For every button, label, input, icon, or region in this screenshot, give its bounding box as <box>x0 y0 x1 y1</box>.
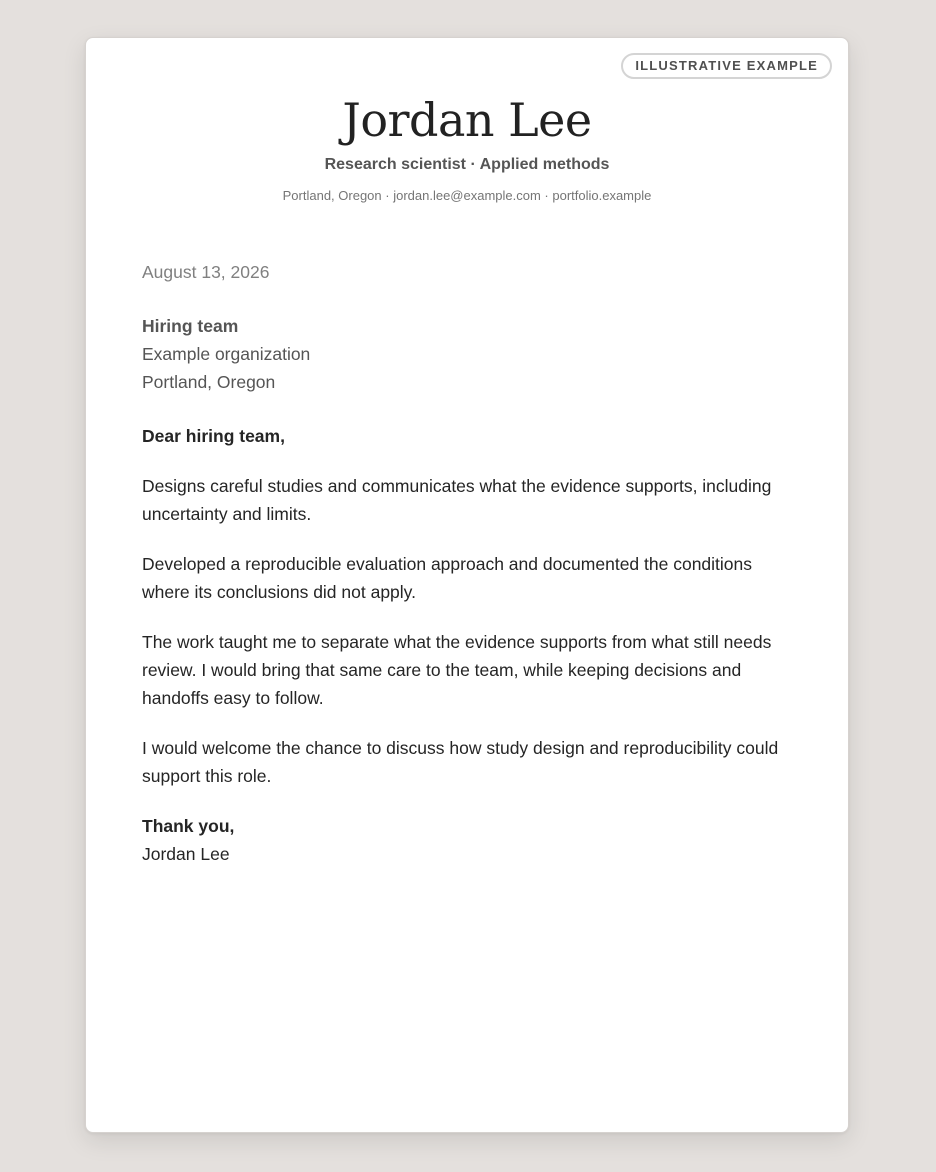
letter-date: August 13, 2026 <box>142 262 270 282</box>
recipient-organization: Example organization <box>142 344 311 364</box>
paragraph-1: Designs careful studies and communicates what the evidence supports, including uncertainty and limits. <box>142 476 772 524</box>
applicant-title: Research scientist · Applied methods <box>324 156 610 173</box>
paragraph-2: Developed a reproducible evaluation approach and documented the conditions where its conclusions did not apply. <box>142 554 753 602</box>
recipient-block <box>142 312 802 396</box>
paragraph-3: The work taught me to separate what the evidence supports from what still needs review. I would bring that same care to the team, while keeping decisions and handoffs easy to follow. <box>142 632 772 708</box>
closing: Thank you, <box>142 816 235 836</box>
paragraph-4: I would welcome the chance to discuss how study design and reproducibility could support this role. <box>142 738 779 786</box>
recipient-location: Portland, Oregon <box>142 372 276 392</box>
applicant-name: Jordan Lee <box>342 93 592 147</box>
recipient-name: Hiring team <box>142 316 239 336</box>
signoff-block <box>142 812 802 868</box>
illustrative-example-badge: ILLUSTRATIVE EXAMPLE <box>621 53 832 79</box>
signature-name: Jordan Lee <box>142 844 230 864</box>
letter-body <box>142 261 802 868</box>
contact-line: Portland, Oregon · jordan.lee@example.com · portfolio.example <box>282 188 652 203</box>
letter-page <box>85 37 849 1133</box>
salutation: Dear hiring team, <box>142 426 285 446</box>
